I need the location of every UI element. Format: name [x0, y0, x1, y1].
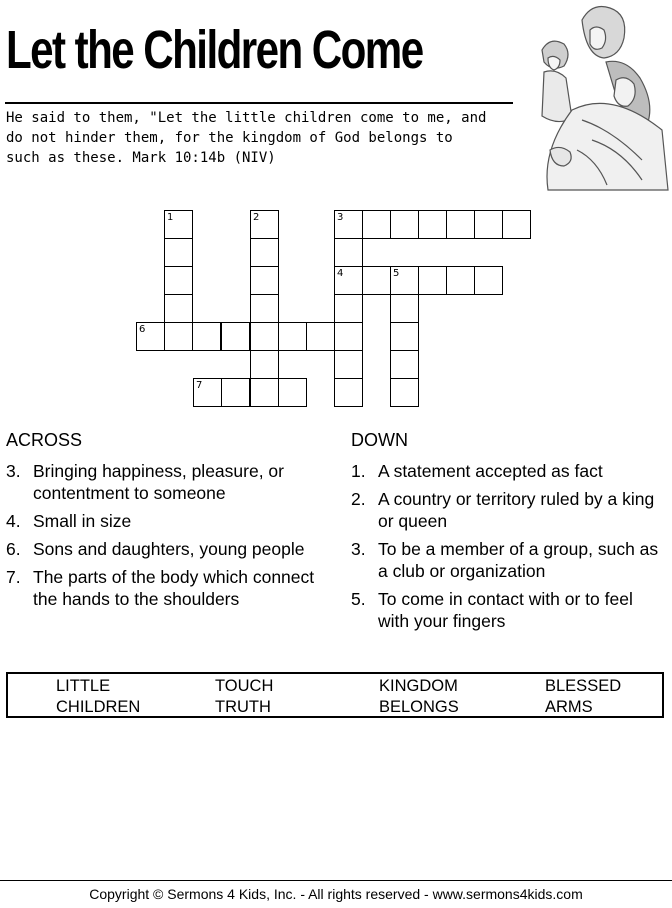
crossword-cell[interactable]: [334, 294, 363, 323]
crossword-cell[interactable]: [334, 350, 363, 379]
clue-item-number: 6.: [6, 539, 21, 559]
crossword-cell[interactable]: [502, 210, 531, 239]
clue-item-number: 4.: [6, 511, 21, 531]
crossword-cell[interactable]: [474, 266, 503, 295]
clue-item: [6, 460, 326, 504]
down-heading: DOWN: [351, 430, 408, 450]
crossword-cell[interactable]: [221, 378, 250, 407]
clue-number: 6: [139, 324, 146, 335]
clue-item: [351, 588, 663, 632]
crossword-cell[interactable]: [192, 322, 221, 351]
crossword-cell[interactable]: [334, 378, 363, 407]
clue-item-text: Small in size: [33, 511, 132, 531]
clue-item-text: Bringing happiness, pleasure, or contentment to someone: [33, 461, 284, 503]
crossword-cell[interactable]: [278, 322, 307, 351]
clue-item-text: A statement accepted as fact: [378, 461, 603, 481]
clue-item-text: The parts of the body which connect the hands to the shoulders: [33, 567, 315, 609]
footer-divider: [0, 880, 672, 881]
crossword-cell[interactable]: [362, 210, 391, 239]
clue-item-text: To come in contact with or to feel with your fingers: [378, 589, 633, 631]
clue-item: [351, 538, 663, 582]
crossword-cell[interactable]: [278, 378, 307, 407]
page-title: Let the Children Come: [6, 20, 423, 80]
crossword-cell[interactable]: [334, 322, 363, 351]
crossword-grid: [0, 0, 672, 420]
clue-item: [351, 460, 663, 482]
copyright-footer: Copyright © Sermons 4 Kids, Inc. - All rights reserved - www.sermons4kids.com: [89, 886, 583, 902]
crossword-cell[interactable]: [164, 238, 193, 267]
crossword-cell[interactable]: [390, 210, 419, 239]
across-heading: ACROSS: [6, 430, 83, 450]
crossword-cell[interactable]: [164, 294, 193, 323]
word-bank-item: KINGDOM: [379, 677, 458, 695]
word-bank-item: BLESSED: [545, 677, 622, 695]
crossword-cell[interactable]: [446, 210, 475, 239]
crossword-cell[interactable]: [446, 266, 475, 295]
clue-item: [351, 488, 663, 532]
clue-item-number: 2.: [351, 489, 366, 509]
crossword-cell[interactable]: [250, 350, 279, 379]
crossword-cell[interactable]: [250, 266, 279, 295]
word-bank-item: TRUTH: [215, 698, 271, 716]
clue-item-number: 3.: [6, 461, 21, 481]
word-bank-item: CHILDREN: [56, 698, 141, 716]
crossword-cell[interactable]: [362, 266, 391, 295]
word-bank-item: TOUCH: [215, 677, 274, 695]
clue-item: [6, 510, 326, 532]
clue-number: 7: [196, 380, 203, 391]
crossword-cell[interactable]: [250, 294, 279, 323]
clue-item-number: 5.: [351, 589, 366, 609]
word-bank-item: BELONGS: [379, 698, 459, 716]
clue-item-number: 7.: [6, 567, 21, 587]
clue-item: [6, 566, 326, 610]
crossword-cell[interactable]: [250, 322, 279, 351]
crossword-cell[interactable]: [390, 378, 419, 407]
word-bank: [6, 672, 664, 718]
crossword-cell[interactable]: [221, 322, 250, 351]
clue-item-number: 3.: [351, 539, 366, 559]
clue-item: [6, 538, 326, 560]
clue-number: 2: [253, 212, 260, 223]
across-clues: [6, 428, 326, 616]
clue-item-text: Sons and daughters, young people: [33, 539, 305, 559]
crossword-cell[interactable]: [164, 322, 193, 351]
clue-number: 4: [337, 268, 344, 279]
crossword-cell[interactable]: [250, 238, 279, 267]
crossword-cell[interactable]: [334, 238, 363, 267]
crossword-cell[interactable]: [250, 378, 279, 407]
clue-number: 3: [337, 212, 344, 223]
word-bank-item: ARMS: [545, 698, 593, 716]
crossword-cell[interactable]: [418, 266, 447, 295]
clue-item-number: 1.: [351, 461, 366, 481]
clue-number: 5: [393, 268, 400, 279]
crossword-cell[interactable]: [390, 350, 419, 379]
scripture-verse: He said to them, "Let the little children come to me, and do not hinder them, for the kingdom of God belongs to such as these. Mark 10:14b (NIV): [6, 110, 487, 166]
crossword-cell[interactable]: [474, 210, 503, 239]
clue-number: 1: [167, 212, 174, 223]
down-clues: [351, 428, 663, 638]
crossword-cell[interactable]: [390, 294, 419, 323]
crossword-cell[interactable]: [306, 322, 335, 351]
crossword-cell[interactable]: [418, 210, 447, 239]
word-bank-item: LITTLE: [56, 677, 111, 695]
crossword-cell[interactable]: [164, 266, 193, 295]
clue-item-text: A country or territory ruled by a king or queen: [378, 489, 655, 531]
crossword-cell[interactable]: [390, 322, 419, 351]
clue-item-text: To be a member of a group, such as a club or organization: [378, 539, 659, 581]
